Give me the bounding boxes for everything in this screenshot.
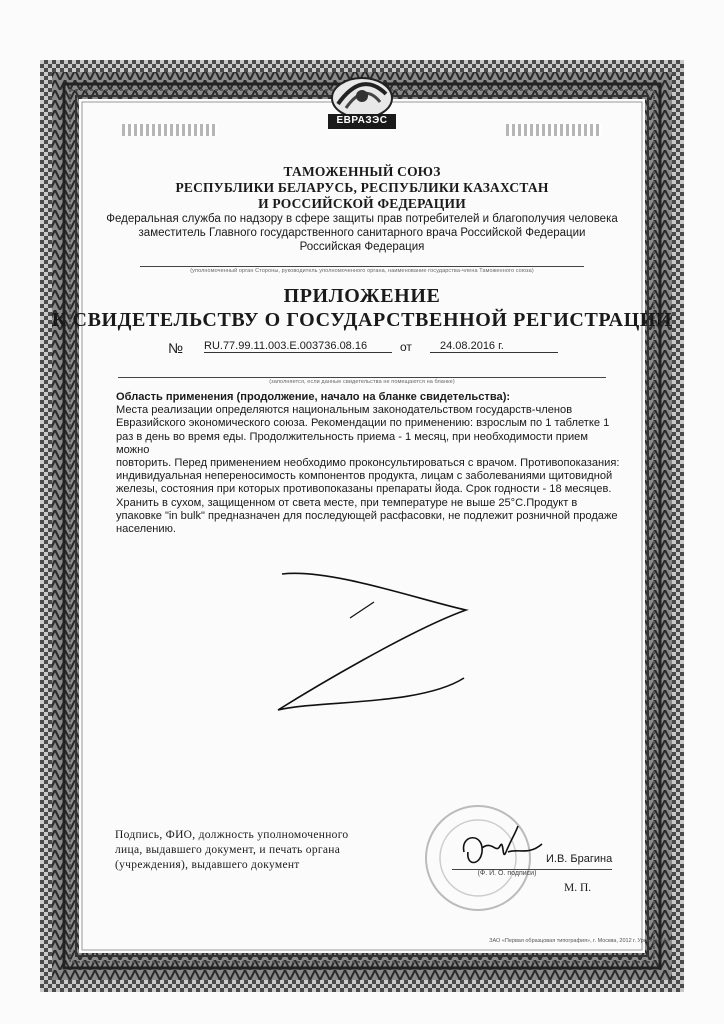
registration-date: 24.08.2016 г. — [430, 340, 558, 353]
body-line: Места реализации определяются национальным законодательством государств-членов — [116, 404, 573, 417]
body-line: населению. — [116, 523, 177, 536]
ornament-right — [506, 124, 602, 136]
body-line: упаковке "in bulk" предназначен для последующей расфасовки, не подлежит розничной продаже — [116, 509, 618, 522]
stamp-label: М. П. — [564, 882, 592, 894]
header-authority-1: Федеральная служба по надзору в сфере защиты прав потребителей и благополучия человека — [106, 213, 618, 225]
header-caption: (уполномоченный орган Стороны, руководитель уполномоченного органа, наименование государства-члена Таможенного союза) — [190, 268, 534, 274]
signature-caption — [115, 828, 349, 873]
header-authority-2: заместитель Главного государственного санитарного врача Российской Федерации — [138, 227, 586, 239]
body-text — [116, 391, 620, 536]
signature-caption-line: Подпись, ФИО, должность уполномоченного — [115, 829, 349, 841]
closing-z-stroke — [270, 560, 490, 720]
emblem-label: ЕВРАЗЭС — [336, 115, 388, 126]
number-sign: № — [168, 340, 184, 356]
signer-caption: (Ф. И. О. подписи) — [477, 870, 537, 877]
printer-info: ЗАО «Первая образцовая типография», г. Москва, 2012 г. Уровень «Б» — [489, 938, 670, 944]
body-line: Хранить в сухом, защищенном от света месте, при температуре не выше 25°С.Продукт в — [116, 496, 578, 509]
body-line: раз в день во время еды. Продолжительность приема - 1 месяц, при необходимости прием можно — [116, 430, 588, 456]
header-authority-3: Российская Федерация — [299, 241, 425, 253]
header-republics: РЕСПУБЛИКИ БЕЛАРУСЬ, РЕСПУБЛИКИ КАЗАХСТАН — [175, 180, 549, 195]
registration-number: RU.77.99.11.003.Е.003736.08.16 — [204, 340, 392, 353]
reg-divider — [118, 377, 606, 378]
header-federation: И РОССИЙСКОЙ ФЕДЕРАЦИИ — [258, 196, 466, 211]
signature-caption-line: лица, выдавшего документ, и печать органа — [115, 844, 341, 856]
header-divider — [140, 266, 584, 267]
registration-line — [168, 340, 558, 358]
body-line: повторить. Перед применением необходимо проконсультироваться с врачом. Противопоказания: — [116, 457, 620, 470]
from-label: от — [400, 340, 412, 354]
ornament-left — [122, 124, 218, 136]
emblem — [318, 76, 406, 132]
body-line: железы, состояния при которых противопоказаны препараты йода. Срок годности - 18 месяцев. — [116, 483, 612, 496]
signature-caption-line: (учреждения), выдавшего документ — [115, 859, 300, 871]
header-union: ТАМОЖЕННЫЙ СОЮЗ — [283, 164, 441, 179]
title-certificate: К СВИДЕТЕЛЬСТВУ О ГОСУДАРСТВЕННОЙ РЕГИСТРАЦИИ — [51, 309, 673, 331]
body-heading: Область применения (продолжение, начало на бланке свидетельства): — [116, 391, 511, 403]
body-line: Евразийского экономического союза. Рекомендации по применению: взрослым по 1 таблетке 1 — [116, 417, 610, 430]
title-annex: ПРИЛОЖЕНИЕ — [283, 285, 441, 307]
registration-caption: (заполняется, если данные свидетельства не помещаются на бланке) — [269, 379, 455, 385]
body-line: индивидуальная непереносимость компонентов продукта, лицам с заболеваниями щитовидной — [116, 470, 613, 483]
signer-name: И.В. Брагина — [546, 853, 613, 865]
